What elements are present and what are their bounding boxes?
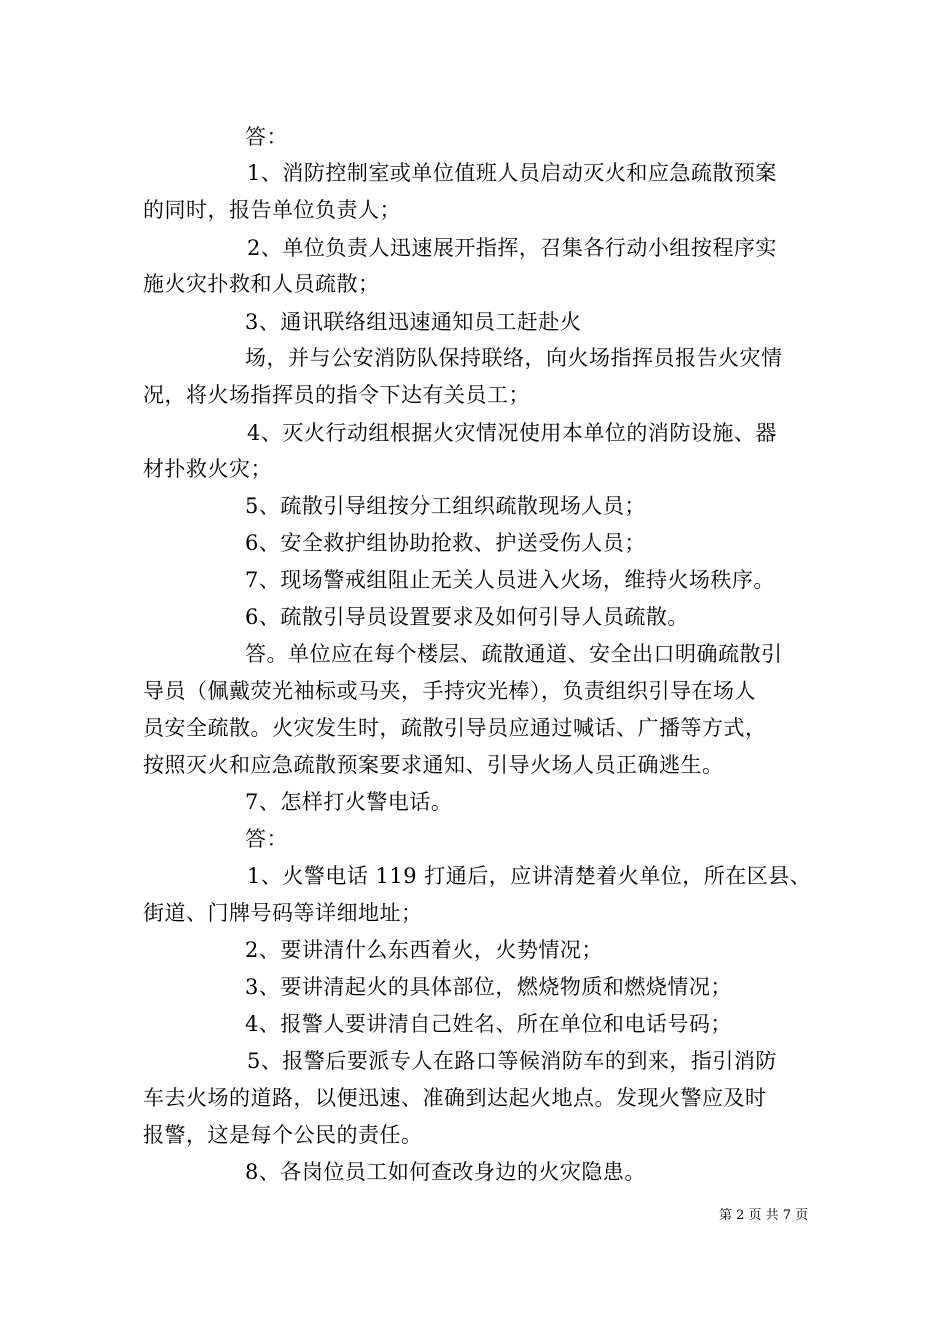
paragraph-line: 1、火警电话 119 打通后，应讲清楚着火单位，所在区县、 xyxy=(247,864,812,888)
paragraph-line: 1、消防控制室或单位值班人员启动灭火和应急疏散预案 xyxy=(247,161,777,185)
paragraph-line: 材扑救火灾； xyxy=(143,457,272,481)
paragraph-line: 施火灾扑救和人员疏散； xyxy=(143,272,380,296)
paragraph-line: 2、单位负责人迅速展开指挥，召集各行动小组按程序实 xyxy=(247,236,777,260)
paragraph-line: 4、灭火行动组根据火灾情况使用本单位的消防设施、器 xyxy=(247,421,777,445)
paragraph-line: 员安全疏散。火灾发生时，疏散引导员应通过喊话、广播等方式， xyxy=(143,716,767,740)
paragraph-line: 6、安全救护组协助抢救、护送受伤人员； xyxy=(245,531,646,555)
paragraph-line: 4、报警人要讲清自己姓名、所在单位和电话号码； xyxy=(245,1012,732,1036)
paragraph-line: 况，将火场指挥员的指令下达有关员工； xyxy=(143,383,530,407)
question-heading: 7、怎样打火警电话。 xyxy=(245,790,453,814)
paragraph-line: 报警，这是每个公民的责任。 xyxy=(143,1123,423,1147)
paragraph-line: 3、通讯联络组迅速通知员工赶赴火 xyxy=(245,310,582,334)
paragraph-line: 3、要讲清起火的具体部位，燃烧物质和燃烧情况； xyxy=(245,975,732,999)
answer-heading: 答： xyxy=(245,827,288,851)
paragraph-line: 5、疏散引导组按分工组织疏散现场人员； xyxy=(245,494,646,518)
paragraph-line: 的同时，报告单位负责人； xyxy=(143,198,401,222)
paragraph-line: 导员（佩戴荧光袖标或马夹，手持灾光棒），负责组织引导在场人 xyxy=(143,679,756,703)
paragraph-line: 车去火场的道路，以便迅速、准确到达起火地点。发现火警应及时 xyxy=(143,1086,767,1110)
paragraph-line: 5、报警后要派专人在路口等候消防车的到来，指引消防 xyxy=(247,1049,777,1073)
paragraph-line: 7、现场警戒组阻止无关人员进入火场，维持火场秩序。 xyxy=(245,568,775,592)
paragraph-line: 场，并与公安消防队保持联络，向火场指挥员报告火灾情 xyxy=(245,346,783,370)
page-footer: 第 2 页 共 7 页 xyxy=(719,1208,809,1223)
paragraph-line: 按照灭火和应急疏散预案要求通知、引导火场人员正确逃生。 xyxy=(143,753,724,777)
answer-heading: 答： xyxy=(245,125,288,149)
paragraph-line: 街道、门牌号码等详细地址； xyxy=(143,901,423,925)
paragraph-line: 2、要讲清什么东西着火，火势情况； xyxy=(245,938,603,962)
paragraph-line: 答。单位应在每个楼层、疏散通道、安全出口明确疏散引 xyxy=(245,642,783,666)
question-heading: 6、疏散引导员设置要求及如何引导人员疏散。 xyxy=(245,605,689,629)
question-heading: 8、各岗位员工如何查改身边的火灾隐患。 xyxy=(245,1160,646,1184)
